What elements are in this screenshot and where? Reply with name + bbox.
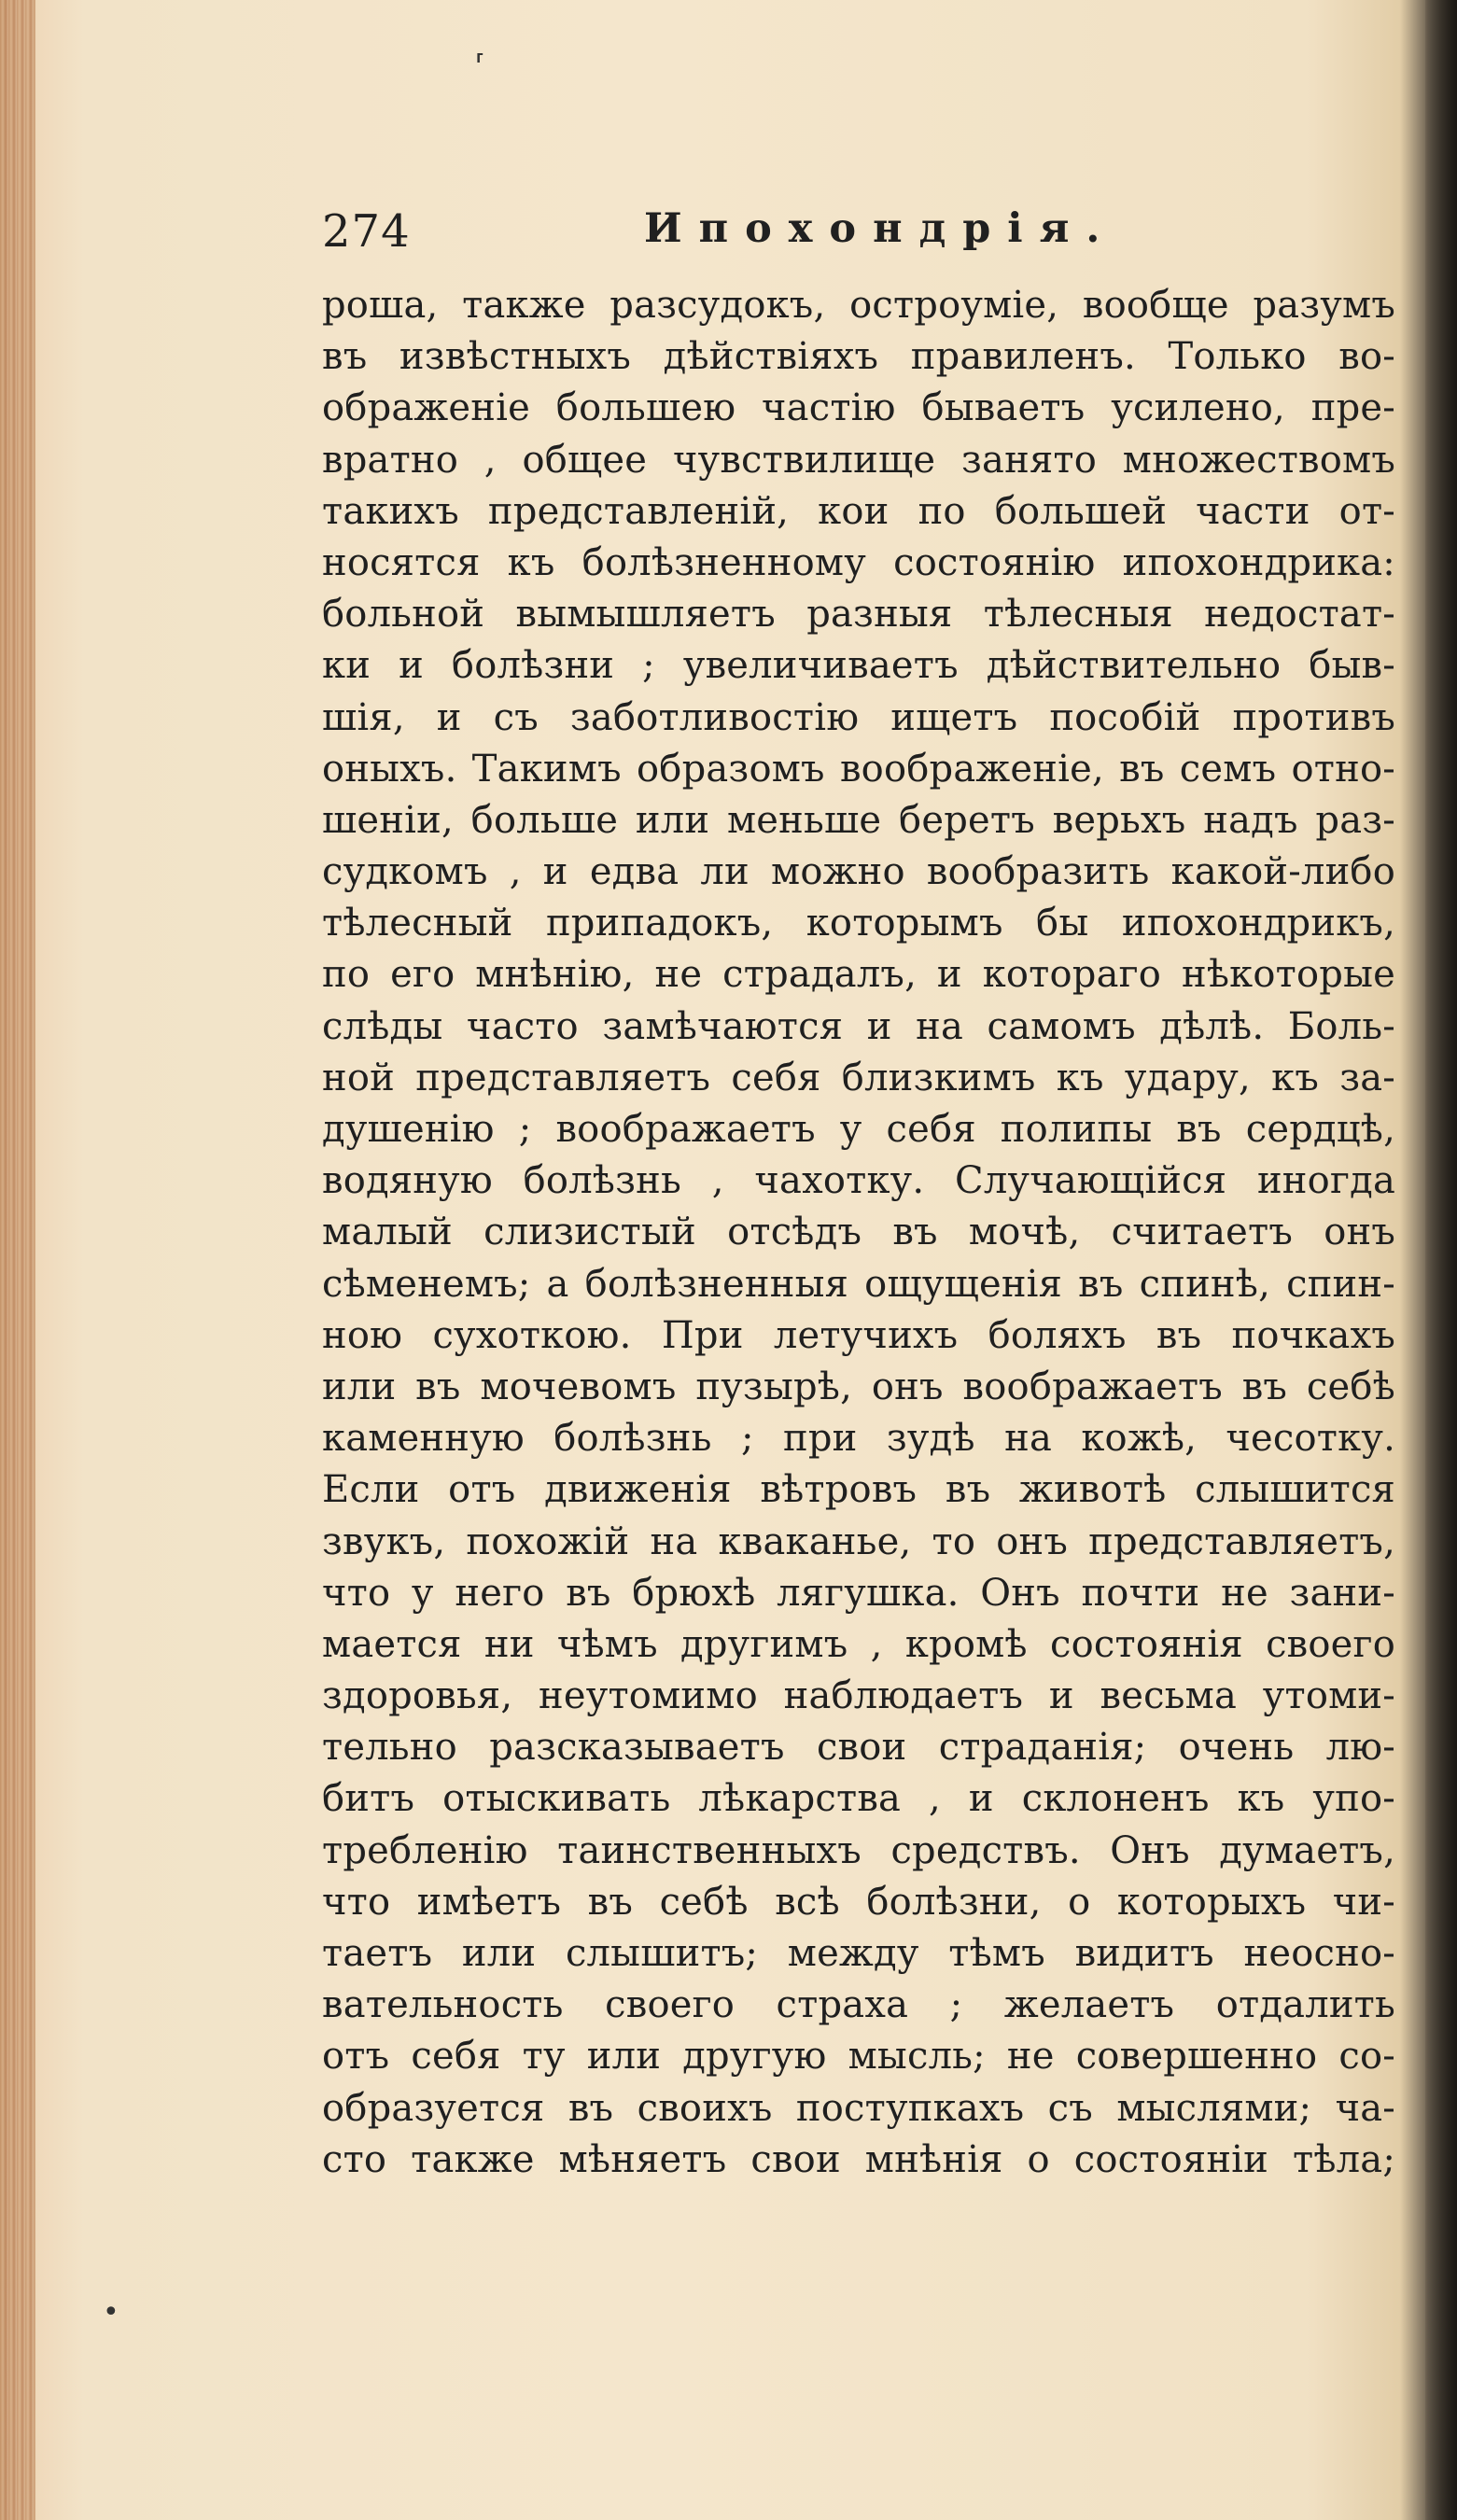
body-line-22: или въ мочевомъ пузырѣ, онъ воображаетъ въ себѣ	[322, 1365, 1395, 1408]
body-line-11: шеніи, больше или меньше беретъ верьхъ надъ раз-	[322, 798, 1395, 842]
body-line-17: душенію ; воображаетъ у себя полипы въ сердцѣ,	[322, 1108, 1395, 1151]
body-line-34: вательность своего страха ; желаетъ отдалить	[322, 1983, 1395, 2027]
body-line-35: отъ себя ту или другую мысль; не совершенно со-	[322, 2035, 1395, 2079]
page-edge-left	[0, 0, 35, 2520]
body-line-28: здоровья, неутомимо наблюдаетъ и весьма утоми-	[322, 1674, 1395, 1718]
body-line-26: что у него въ брюхѣ лягушка. Онъ почти не зани-	[322, 1571, 1395, 1615]
body-line-15: слѣды часто замѣчаются и на самомъ дѣлѣ. Боль-	[322, 1004, 1395, 1048]
body-line-8: ки и болѣзни ; увеличиваетъ дѣйствительно быв-	[322, 644, 1395, 688]
body-line-12: судкомъ , и едва ли можно вообразить какой-либо	[322, 850, 1395, 894]
page-header	[322, 198, 1395, 263]
body-line-4: вратно , общее чувствилище занято множествомъ	[322, 438, 1395, 482]
body-line-19: малый слизистый отсѣдъ въ мочѣ, считаетъ онъ	[322, 1211, 1395, 1254]
scan-speck-left: •	[103, 2296, 119, 2329]
running-title: Ипохондрія.	[644, 205, 1117, 252]
page-edge-right-shadow	[1425, 0, 1457, 2520]
body-line-23: каменную болѣзнь ; при зудѣ на кожѣ, чесотку.	[322, 1417, 1395, 1461]
body-line-32: что имѣетъ въ себѣ всѣ болѣзни, о которыхъ чи-	[322, 1880, 1395, 1924]
body-line-2: въ извѣстныхъ дѣйствіяхъ правиленъ. Только во-	[322, 335, 1395, 379]
body-line-6: носятся къ болѣзненному состоянію ипохондрика:	[322, 540, 1395, 584]
body-line-29: тельно разсказываетъ свои страданія; очень лю-	[322, 1726, 1395, 1770]
body-text	[322, 280, 1395, 2186]
page-number: 274	[322, 205, 411, 258]
scan-speck-top: ⸢	[475, 49, 485, 79]
body-line-36: образуется въ своихъ поступкахъ съ мыслями; ча-	[322, 2086, 1395, 2130]
body-line-37: сто также мѣняетъ свои мнѣнія о состояніи тѣла;	[322, 2137, 1395, 2181]
body-line-31: требленію таинственныхъ средствъ. Онъ думаетъ,	[322, 1828, 1395, 1872]
body-line-10: оныхъ. Такимъ образомъ воображеніе, въ семъ отно-	[322, 747, 1395, 791]
body-line-9: шія, и съ заботливостію ищетъ пособій противъ	[322, 695, 1395, 739]
body-line-33: таетъ или слышитъ; между тѣмъ видитъ неосно-	[322, 1932, 1395, 1975]
body-line-1: роша, также разсудокъ, остроуміе, вообще разумъ	[322, 284, 1395, 327]
body-line-7: больной вымышляетъ разныя тѣлесныя недостат-	[322, 593, 1395, 637]
body-line-21: ною сухоткою. При летучихъ боляхъ въ почкахъ	[322, 1313, 1395, 1357]
body-line-16: ной представляетъ себя близкимъ къ удару, къ за-	[322, 1056, 1395, 1099]
body-line-30: битъ отыскивать лѣкарства , и склоненъ къ упо-	[322, 1777, 1395, 1821]
body-line-18: водяную болѣзнь , чахотку. Случающійся иногда	[322, 1159, 1395, 1203]
body-line-5: такихъ представленій, кои по большей части от-	[322, 489, 1395, 533]
body-line-13: тѣлесный припадокъ, которымъ бы ипохондрикъ,	[322, 902, 1395, 945]
body-line-3: ображеніе большею частію бываетъ усилено, пре-	[322, 386, 1395, 430]
body-line-25: звукъ, похожій на кваканье, то онъ представляетъ,	[322, 1519, 1395, 1563]
body-line-14: по его мнѣнію, не страдалъ, и котораго нѣкоторые	[322, 953, 1395, 997]
body-line-24: Если отъ движенія вѣтровъ въ животѣ слышится	[322, 1468, 1395, 1512]
body-line-20: сѣменемъ; а болѣзненныя ощущенія въ спинѣ, спин-	[322, 1262, 1395, 1306]
body-line-27: мается ни чѣмъ другимъ , кромѣ состоянія своего	[322, 1622, 1395, 1666]
